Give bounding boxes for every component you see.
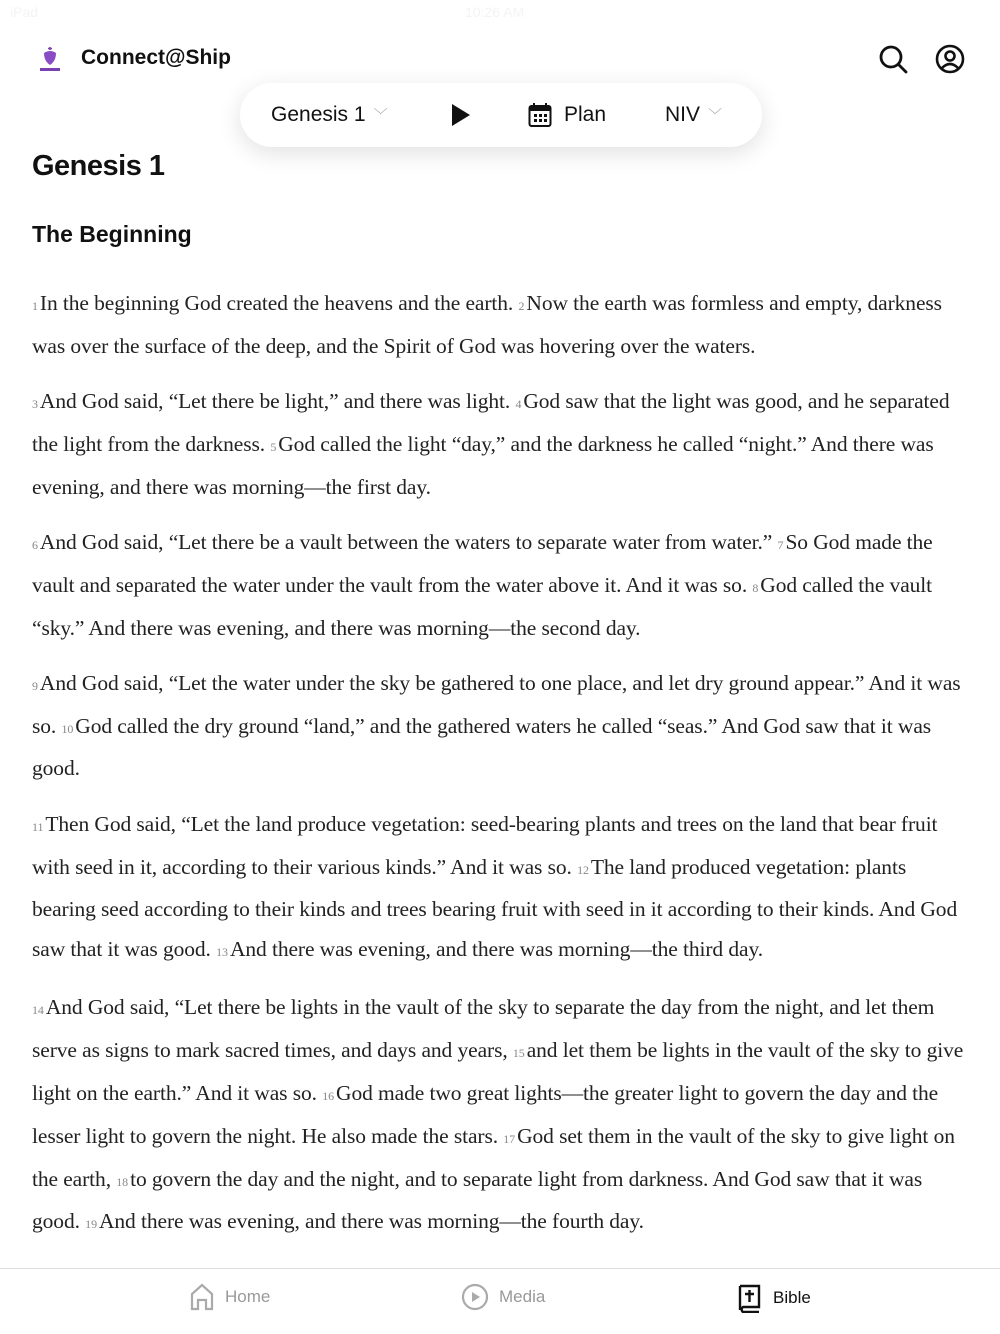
status-time: 10:26 AM: [465, 4, 525, 20]
play-circle-icon: [461, 1283, 489, 1311]
plan-button[interactable]: [528, 83, 606, 147]
nav-home-label: Home: [225, 1287, 271, 1306]
chapter-selector-label: Genesis 1: [271, 103, 366, 126]
verse-paragraph: [32, 664, 972, 789]
plan-label: Plan: [564, 103, 607, 126]
verse-number: 7: [777, 537, 784, 552]
verse-text[interactable]: God called the light “day,” and the darkness he called “night.” And there was evening, and there was morning—the first day.: [32, 431, 934, 499]
verse-text[interactable]: And there was evening, and there was morning—the fourth day.: [98, 1209, 644, 1234]
nav-bible[interactable]: [737, 1283, 811, 1313]
verse-number: 18: [116, 1174, 129, 1189]
status-bar: [0, 4, 1000, 24]
verse-number: 13: [216, 945, 228, 960]
bottom-nav: [0, 1268, 1000, 1334]
verse-number: 8: [752, 580, 759, 595]
bible-icon: [737, 1283, 763, 1313]
nav-media[interactable]: [461, 1283, 545, 1311]
account-icon[interactable]: [934, 43, 966, 75]
verse-text[interactable]: God called the vault “sky.” And there was evening, and there was morning—the second day.: [32, 572, 933, 640]
verse-text[interactable]: and let them be lights in the vault of the sky to give light on the earth.” And it was so.: [32, 1038, 964, 1106]
verse-number: 4: [515, 397, 522, 412]
calendar-icon: [528, 102, 552, 128]
verse-number: 12: [577, 862, 589, 877]
verse-text[interactable]: The land produced vegetation: plants bearing seed according to their kinds and trees bearing fruit with seed in it according to their kinds. And God saw that it was good.: [32, 854, 958, 962]
verse-paragraph: [32, 805, 972, 973]
play-icon: [450, 103, 472, 127]
verse-number: 15: [512, 1046, 525, 1061]
chevron-down-icon: ﹀: [708, 107, 723, 123]
chapter-selector[interactable]: [271, 83, 388, 147]
nav-home[interactable]: [189, 1283, 270, 1311]
verse-text[interactable]: Now the earth was formless and empty, darkness was over the surface of the deep, and the Spirit of God was hovering over the waters.: [32, 291, 942, 358]
verse-number: 3: [32, 397, 38, 412]
verse-paragraph: [32, 523, 972, 648]
home-icon: [189, 1283, 215, 1311]
nav-media-label: Media: [499, 1287, 546, 1306]
verse-number: 17: [503, 1131, 516, 1146]
verse-number: 5: [270, 439, 277, 454]
verse-text[interactable]: And there was evening, and there was morning—the third day.: [229, 937, 763, 962]
verse-number: 19: [85, 1217, 97, 1232]
verse-text[interactable]: Then God said, “Let the land produce vegetation: seed-bearing plants and trees on the land that bear fruit with seed in it, according to their various kinds.” And it was so.: [32, 811, 938, 879]
verse-number: 14: [32, 1003, 44, 1018]
verse-text[interactable]: And God said, “Let the water under the sky be gathered to one place, and let dry ground appear.” And it was so.: [32, 670, 961, 738]
device-name: iPad: [10, 4, 39, 20]
verse-number: 11: [32, 819, 44, 834]
verse-text[interactable]: to govern the day and the night, and to separate light from darkness. And God saw that it was good.: [32, 1166, 923, 1234]
verse-number: 6: [32, 537, 38, 552]
app-title: Connect@Ship: [81, 46, 231, 69]
verse-number: 1: [32, 299, 38, 313]
verse-number: 2: [518, 299, 525, 313]
verse-paragraph: [32, 284, 972, 367]
play-button[interactable]: [450, 83, 472, 147]
verse-text[interactable]: God saw that the light was good, and he separated the light from the darkness.: [32, 389, 950, 456]
verse-text[interactable]: And God said, “Let there be a vault between the waters to separate water from water.”: [39, 529, 773, 554]
version-label: NIV: [665, 103, 701, 126]
verse-text[interactable]: And God said, “Let there be light,” and there was light.: [39, 389, 511, 414]
version-selector[interactable]: [665, 83, 722, 147]
verse-text[interactable]: So God made the vault and separated the water under the vault from the water above it. And it was so.: [32, 529, 933, 597]
verse-text[interactable]: God called the dry ground “land,” and the gathered waters he called “seas.” And God saw that it was good.: [32, 713, 932, 781]
verse-paragraph: [32, 382, 972, 507]
search-icon[interactable]: [877, 43, 909, 75]
chevron-down-icon: ﹀: [373, 107, 388, 123]
verse-text[interactable]: In the beginning God created the heavens and the earth.: [39, 291, 514, 315]
verse-number: 10: [61, 721, 74, 736]
bible-reader[interactable]: [32, 150, 972, 1266]
church-logo-icon: [35, 44, 65, 74]
verse-number: 9: [32, 678, 38, 693]
reader-toolbar: [240, 83, 762, 147]
verse-number: 16: [322, 1089, 335, 1104]
verse-text[interactable]: And God said, “Let there be lights in the vault of the sky to separate the day from the night, and let them serve as signs to mark sacred times, and days and years,: [32, 995, 935, 1063]
verse-paragraph: [32, 988, 972, 1245]
app-header: [0, 40, 1000, 80]
nav-bible-label: Bible: [773, 1288, 811, 1307]
chapter-title: Genesis 1: [32, 150, 165, 182]
section-heading: The Beginning: [32, 221, 192, 247]
verse-text[interactable]: God made two great lights—the greater light to govern the day and the lesser light to govern the night. He also made the stars.: [32, 1081, 939, 1148]
verse-text[interactable]: God set them in the vault of the sky to give light on the earth,: [32, 1123, 955, 1191]
